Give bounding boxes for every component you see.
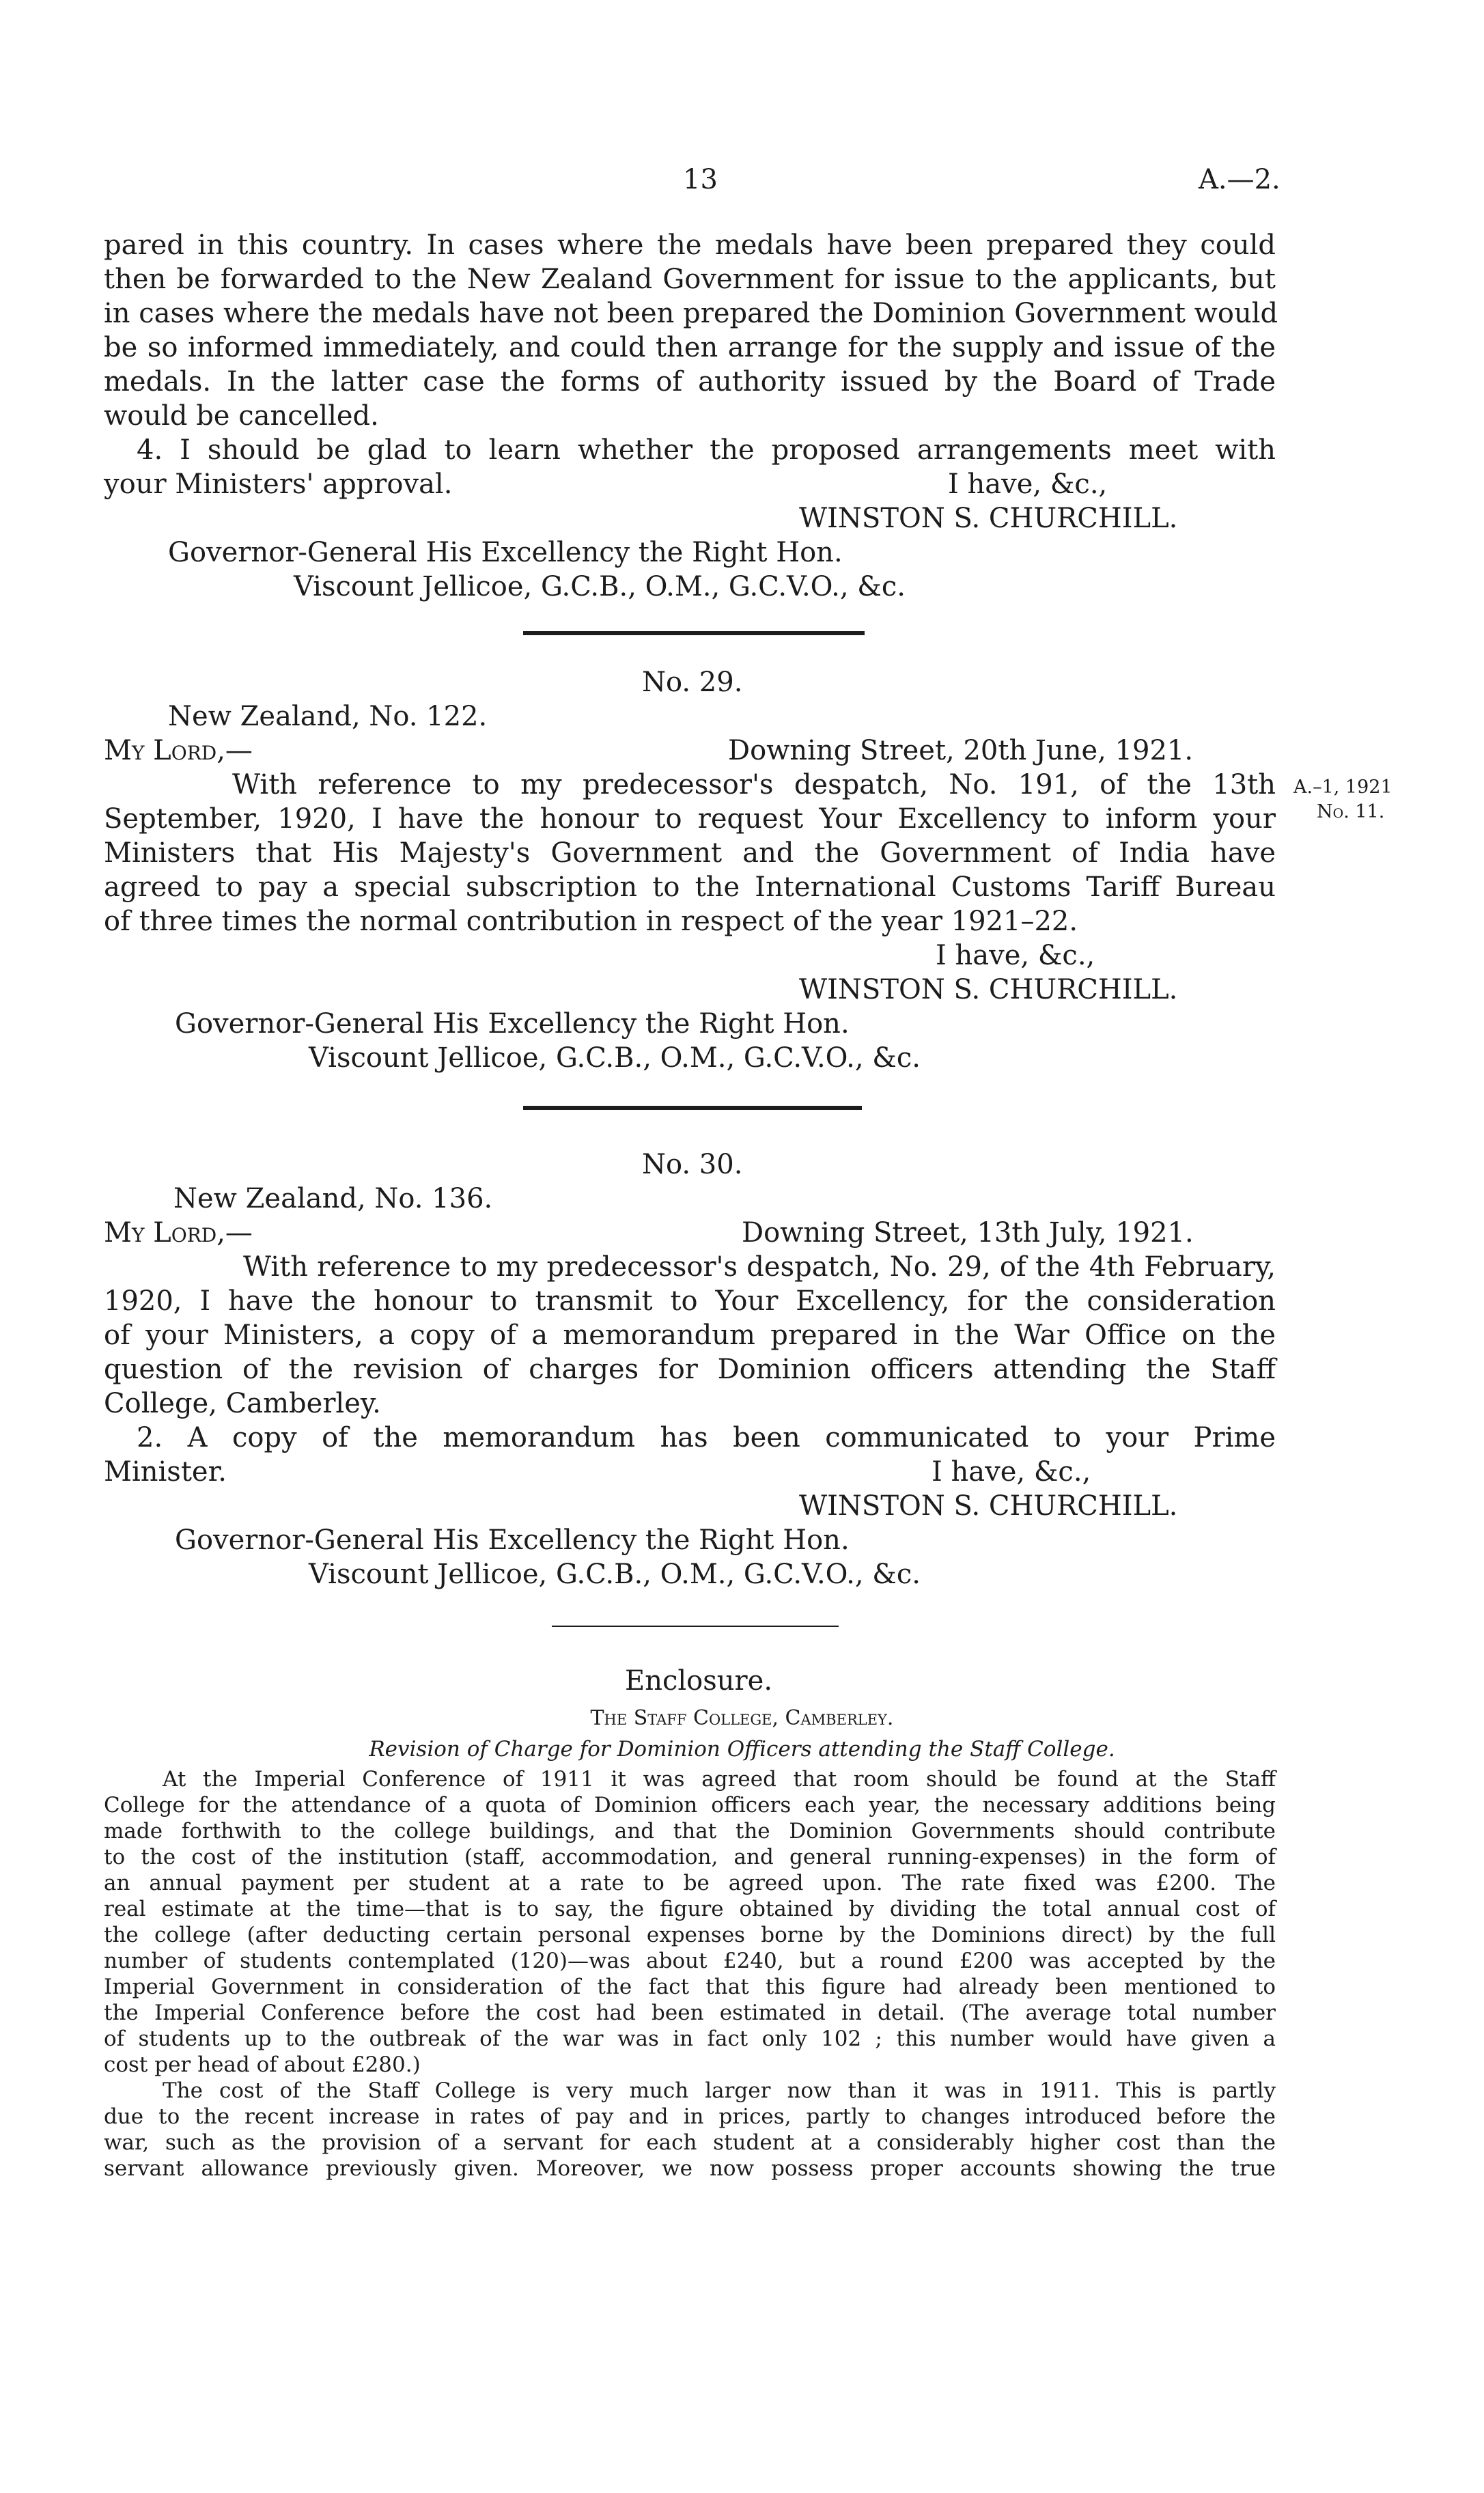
enclosure-paragraph-2 bbox=[104, 2078, 1276, 2182]
despatch-reference: New Zealand, No. 136. bbox=[173, 1183, 493, 1214]
text-line: made forthwith to the college buildings, and that the Dominion Governments should contribute bbox=[104, 1819, 1276, 1843]
text-line: servant allowance previously given. Moreover, we now possess proper accounts showing the true bbox=[104, 2156, 1276, 2181]
valediction: I have, &c., bbox=[932, 1456, 1091, 1488]
salutation: My Lord,— bbox=[104, 735, 253, 766]
enclosure-divider bbox=[552, 1626, 839, 1627]
despatch-number: No. 29. bbox=[642, 667, 743, 698]
addressee-line-2: Viscount Jellicoe, G.C.B., O.M., G.C.V.O., &c. bbox=[309, 1042, 921, 1074]
signature-name: WINSTON S. CHURCHILL. bbox=[799, 974, 1178, 1005]
text-line: September, 1920, I have the honour to request Your Excellency to inform your bbox=[104, 803, 1276, 835]
text-line: the college (after deducting certain personal expenses borne by the Dominions direct) by the full bbox=[104, 1923, 1276, 1947]
text-line: College, Camberley. bbox=[104, 1388, 381, 1419]
valediction: I have, &c., bbox=[936, 940, 1095, 971]
addressee-line-1: Governor-General His Excellency the Right Hon. bbox=[175, 1524, 850, 1556]
section-divider bbox=[523, 1106, 862, 1110]
text-line: At the Imperial Conference of 1911 it was agreed that room should be found at the Staff bbox=[163, 1767, 1276, 1792]
text-line: of your Ministers, a copy of a memorandum prepared in the War Office on the bbox=[104, 1320, 1276, 1351]
enclosure-title: Revision of Charge for Dominion Officers attending the Staff College. bbox=[369, 1737, 1115, 1761]
text-line: Minister. bbox=[104, 1456, 227, 1488]
signature-name: WINSTON S. CHURCHILL. bbox=[799, 1490, 1178, 1522]
text-line: College for the attendance of a quota of Dominion officers each year, the necessary additions being bbox=[104, 1793, 1276, 1817]
place-date: Downing Street, 20th June, 1921. bbox=[728, 735, 1194, 766]
text-line: number of students contemplated (120)—was about £240, but a round £200 was accepted by the bbox=[104, 1949, 1276, 1973]
addressee-line-2: Viscount Jellicoe, G.C.B., O.M., G.C.V.O., &c. bbox=[294, 571, 906, 602]
text-line: war, such as the provision of a servant for each student at a considerably higher cost than the bbox=[104, 2130, 1276, 2155]
despatch-number: No. 30. bbox=[642, 1149, 743, 1180]
enclosure-heading: Enclosure. bbox=[625, 1665, 773, 1697]
document-reference: A.—2. bbox=[1199, 164, 1280, 195]
continuation-paragraph bbox=[104, 228, 1276, 433]
addressee-line-2: Viscount Jellicoe, G.C.B., O.M., G.C.V.O., &c. bbox=[309, 1559, 921, 1590]
text-line: of students up to the outbreak of the war was in fact only 102 ; this number would have given a bbox=[104, 2027, 1276, 2051]
text-line: The cost of the Staff College is very much larger now than it was in 1911. This is partly bbox=[163, 2078, 1276, 2103]
despatch-body bbox=[104, 768, 1276, 938]
despatch-reference: New Zealand, No. 122. bbox=[168, 701, 488, 732]
text-line: your Ministers' approval. bbox=[104, 469, 453, 500]
enclosure-paragraph-1 bbox=[104, 1766, 1276, 2078]
margin-note: A.–1, 1921 bbox=[1293, 777, 1392, 798]
text-line: to the cost of the institution (staff, accommodation, and general running-expenses) in the form of bbox=[104, 1845, 1276, 1869]
text-line: Ministers that His Majesty's Government and the Government of India have bbox=[104, 837, 1276, 869]
margin-note: No. 11. bbox=[1317, 801, 1385, 822]
text-line: of three times the normal contribution in respect of the year 1921–22. bbox=[104, 906, 1078, 937]
page-number: 13 bbox=[683, 164, 718, 195]
text-line: then be forwarded to the New Zealand Government for issue to the applicants, but bbox=[104, 264, 1276, 295]
text-line: due to the recent increase in rates of pay and in prices, partly to changes introduced before the bbox=[104, 2104, 1276, 2129]
section-divider bbox=[523, 631, 865, 635]
text-line: cost per head of about £280.) bbox=[104, 2052, 421, 2077]
text-line: an annual payment per student at a rate to be agreed upon. The rate fixed was £200. The bbox=[104, 1871, 1276, 1895]
text-line: With reference to my predecessor's despatch, No. 191, of the 13th bbox=[232, 769, 1276, 800]
text-line: With reference to my predecessor's despatch, No. 29, of the 4th February, bbox=[243, 1251, 1276, 1283]
text-line: question of the revision of charges for Dominion officers attending the Staff bbox=[104, 1354, 1276, 1385]
text-line: would be cancelled. bbox=[104, 400, 379, 432]
text-line: Imperial Government in consideration of the fact that this figure had already been mentioned to bbox=[104, 1975, 1276, 1999]
text-line: 1920, I have the honour to transmit to Your Excellency, for the consideration bbox=[104, 1285, 1276, 1317]
text-line: the Imperial Conference before the cost had been estimated in detail. (The average total number bbox=[104, 2001, 1276, 2025]
text-line: 4. I should be glad to learn whether the proposed arrangements meet with bbox=[137, 434, 1276, 466]
text-line: agreed to pay a special subscription to the International Customs Tariff Bureau bbox=[104, 872, 1276, 903]
paragraph-2 bbox=[104, 1421, 1276, 1489]
text-line: be so informed immediately, and could then arrange for the supply and issue of the bbox=[104, 332, 1276, 363]
despatch-body bbox=[104, 1250, 1276, 1421]
valediction: I have, &c., bbox=[948, 469, 1108, 500]
text-line: pared in this country. In cases where the medals have been prepared they could bbox=[104, 229, 1276, 261]
text-line: in cases where the medals have not been prepared the Dominion Government would bbox=[104, 298, 1278, 329]
text-line: 2. A copy of the memorandum has been communicated to your Prime bbox=[137, 1422, 1276, 1453]
text-line: medals. In the latter case the forms of authority issued by the Board of Trade bbox=[104, 366, 1276, 398]
addressee-line-1: Governor-General His Excellency the Right Hon. bbox=[175, 1008, 850, 1040]
addressee-line-1: Governor-General His Excellency the Right Hon. bbox=[168, 537, 843, 568]
enclosure-subheading: The Staff College, Camberley. bbox=[590, 1706, 894, 1730]
salutation: My Lord,— bbox=[104, 1217, 253, 1249]
text-line: real estimate at the time—that is to say, the figure obtained by dividing the total annual cost of bbox=[104, 1897, 1276, 1921]
signature-name: WINSTON S. CHURCHILL. bbox=[799, 503, 1178, 534]
place-date: Downing Street, 13th July, 1921. bbox=[742, 1217, 1194, 1249]
